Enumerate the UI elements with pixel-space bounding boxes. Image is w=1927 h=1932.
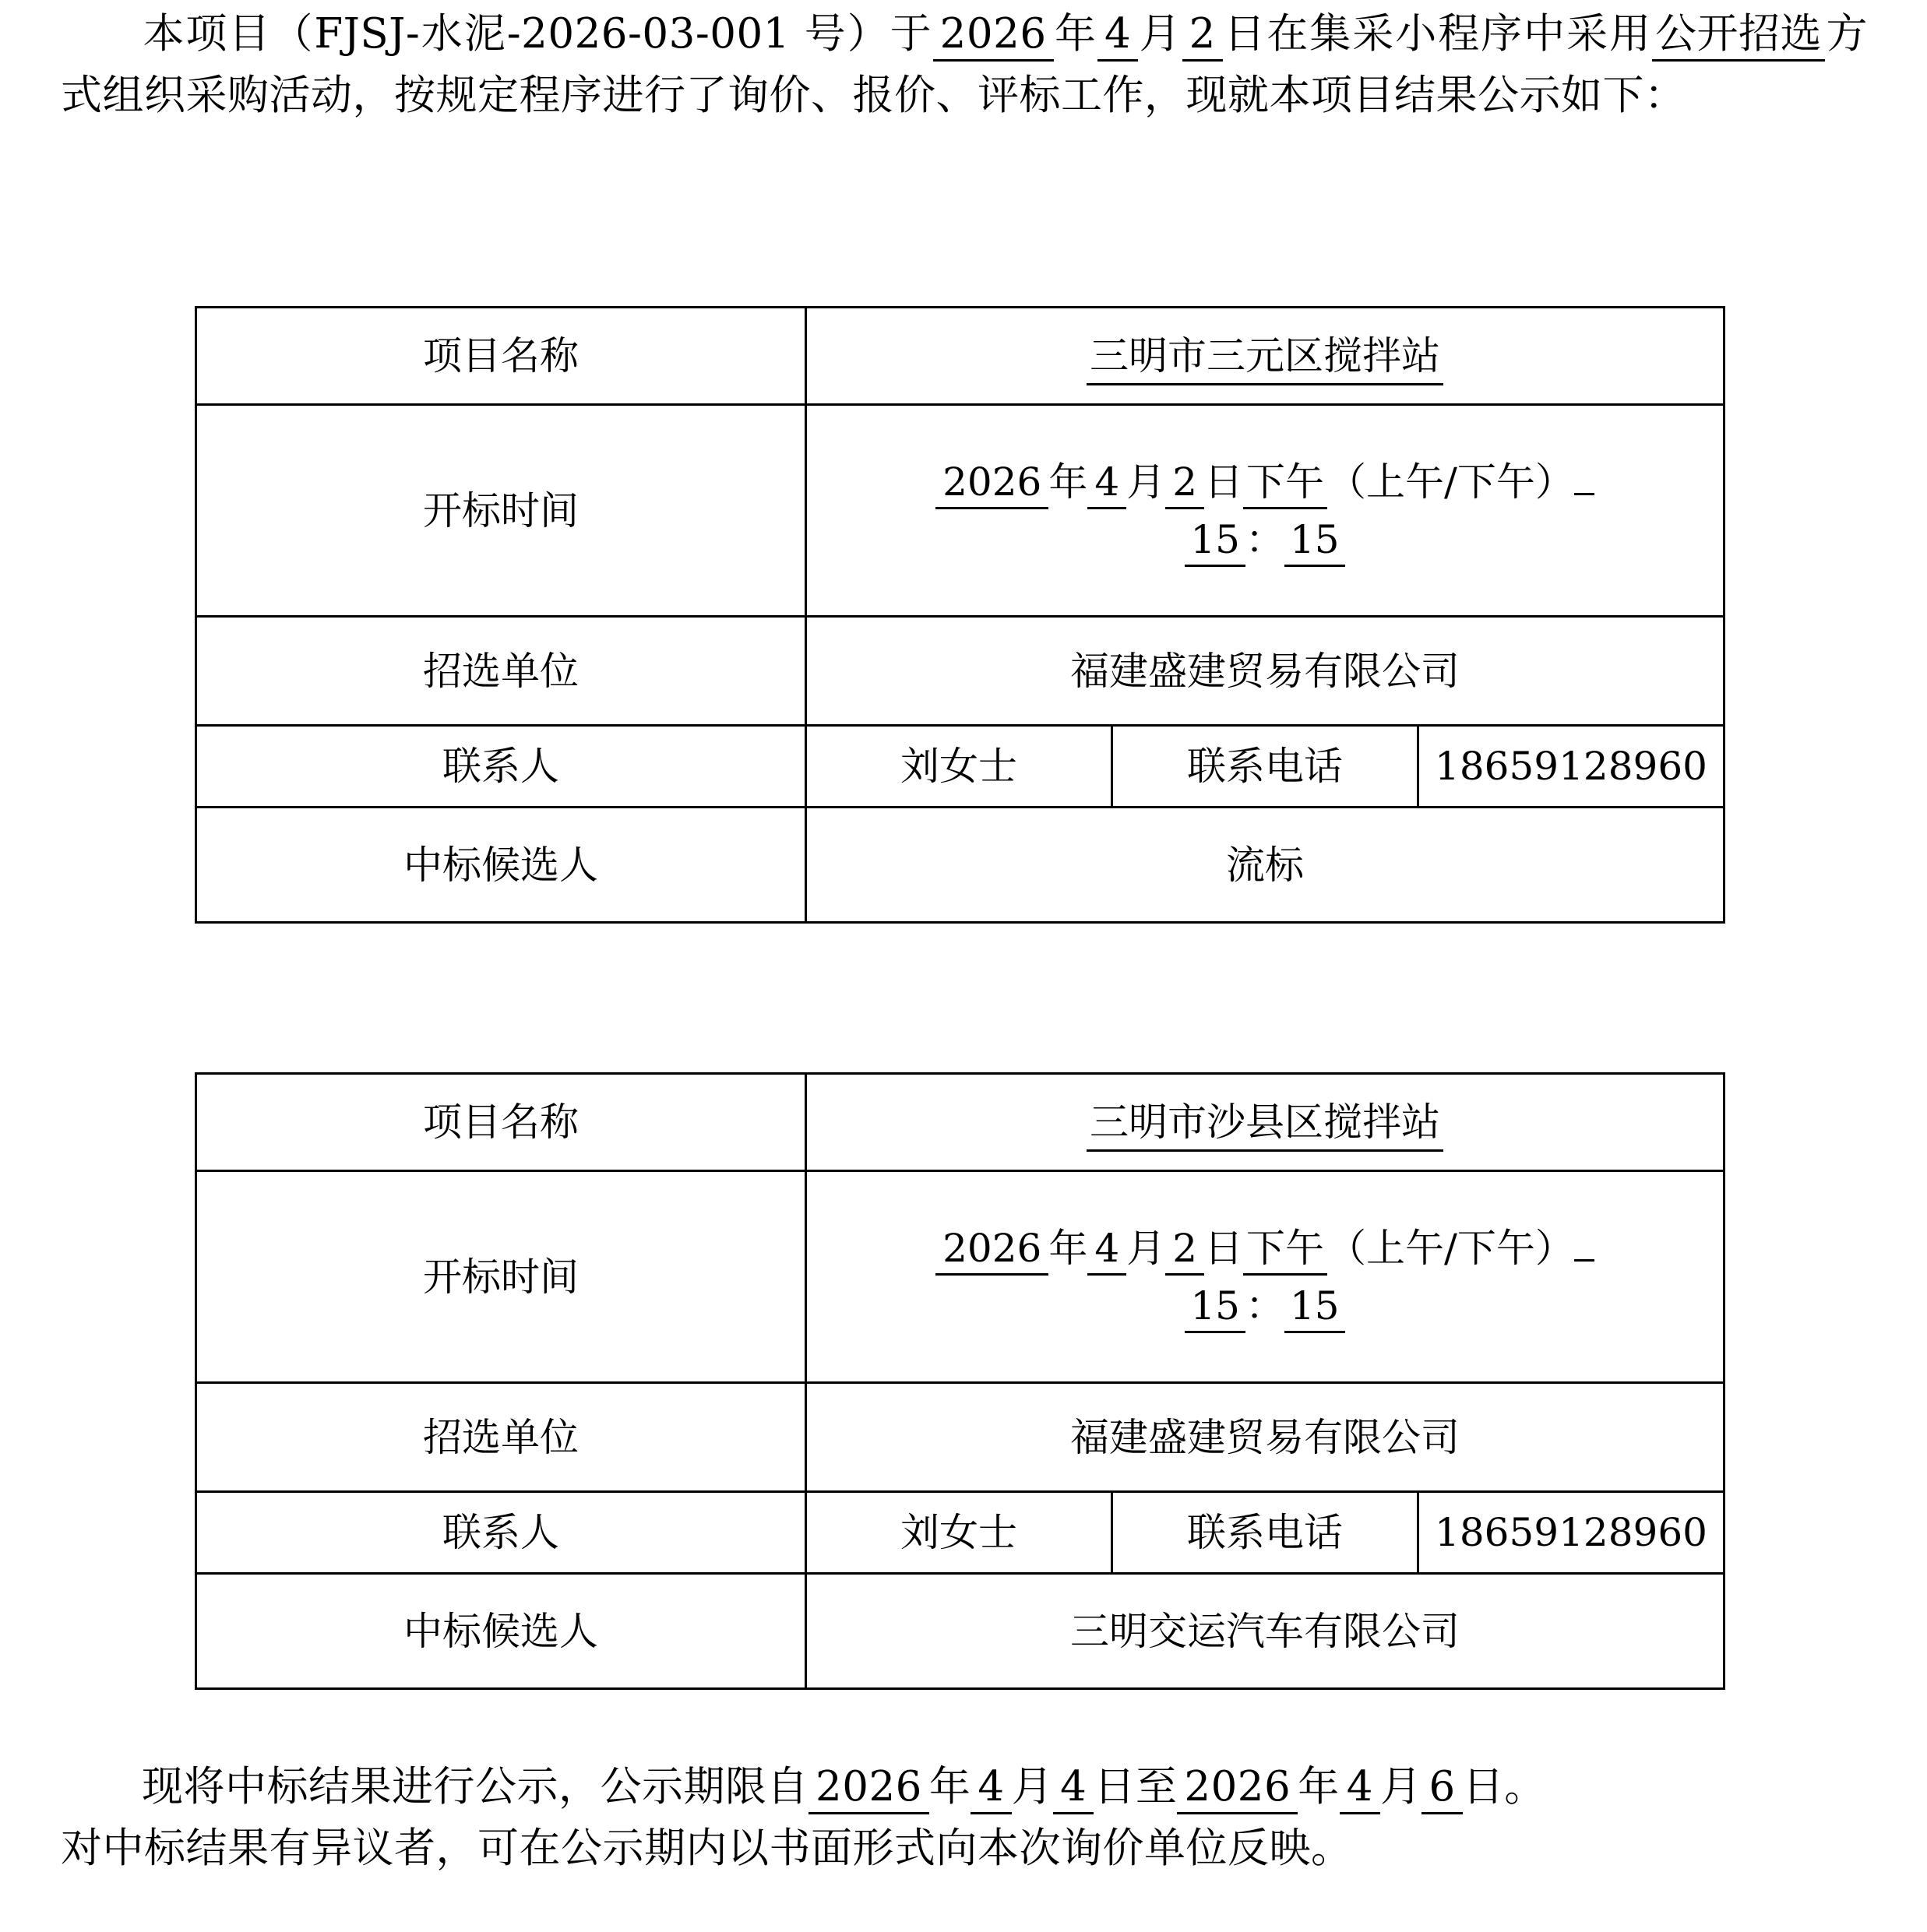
- table-row: [196, 405, 1724, 617]
- outro-paragraph: [61, 1756, 1868, 1879]
- bid-time-year: 2026: [935, 1224, 1048, 1276]
- result-table-2: [195, 1072, 1725, 1690]
- table-row: [196, 1171, 1724, 1383]
- bid-time-date-line: [807, 453, 1723, 511]
- bid-time-hour: 15: [1185, 516, 1245, 567]
- outro-end-year-unit: 年: [1298, 1763, 1340, 1811]
- value-contact-phone: 18659128960: [1418, 1492, 1724, 1574]
- outro-start-year-unit: 年: [928, 1763, 971, 1811]
- project-name-text: 三明市沙县区搅拌站: [1087, 1096, 1443, 1152]
- value-candidate: 三明交运汽车有限公司: [806, 1574, 1724, 1689]
- outro-start-month: 4: [971, 1763, 1011, 1814]
- intro-tail-text: 方式组织采购活动，按规定程序进行了询价、报价、评标工作，现就本项目结果公示如下：: [61, 10, 1869, 119]
- value-tender-unit: 福建盛建贸易有限公司: [806, 617, 1724, 726]
- label-project-name: 项目名称: [196, 1074, 806, 1171]
- value-tender-unit: 福建盛建贸易有限公司: [806, 1383, 1724, 1492]
- outro-mid-text: 日至: [1094, 1763, 1178, 1811]
- outro-end-month: 4: [1340, 1763, 1380, 1814]
- value-project-name: [806, 1074, 1724, 1171]
- value-contact-person: 刘女士: [806, 1492, 1112, 1574]
- intro-day-value: 2: [1182, 10, 1223, 62]
- outro-line2-text: 对中标结果有异议者，可在公示期内以书面形式向本次询价单位反映。: [61, 1825, 1353, 1872]
- intro-year-unit: 年: [1053, 10, 1097, 58]
- outro-end-day: 6: [1421, 1763, 1462, 1814]
- label-project-name: 项目名称: [196, 308, 806, 405]
- outro-end-month-unit: 月: [1379, 1763, 1422, 1811]
- bid-time-ampm-note: （上午/下午）: [1327, 459, 1574, 505]
- label-tender-unit: 招选单位: [196, 617, 806, 726]
- bid-time-day-unit: 日: [1204, 1225, 1243, 1271]
- outro-tail-day-text: 日。: [1462, 1763, 1546, 1811]
- table-row: [196, 1383, 1724, 1492]
- table-row: [196, 808, 1724, 923]
- value-contact-person: 刘女士: [806, 726, 1112, 808]
- outro-start-day: 4: [1053, 1763, 1094, 1814]
- table-row: [196, 1492, 1724, 1574]
- intro-month-unit: 月: [1138, 10, 1182, 58]
- bid-time-month: 4: [1087, 458, 1126, 509]
- bid-time-day: 2: [1165, 458, 1204, 509]
- bid-time-clock-line: [807, 511, 1723, 568]
- bid-time-ampm: 下午: [1243, 1224, 1327, 1276]
- outro-end-year: 2026: [1177, 1763, 1298, 1814]
- table-row: [196, 617, 1724, 726]
- project-name-text: 三明市三元区搅拌站: [1087, 330, 1443, 385]
- label-candidate: 中标候选人: [196, 808, 806, 923]
- outro-start-year: 2026: [808, 1763, 929, 1814]
- table-row: [196, 726, 1724, 808]
- bid-time-ampm: 下午: [1243, 458, 1327, 509]
- bid-time-trailing-blank: [1574, 493, 1594, 495]
- intro-method-value: 公开招选: [1652, 10, 1825, 62]
- bid-time-colon: ：: [1245, 1283, 1284, 1328]
- value-bid-open-time: [806, 405, 1724, 617]
- bid-time-date-line: [807, 1219, 1723, 1277]
- bid-time-year-unit: 年: [1048, 1225, 1088, 1271]
- intro-month-value: 4: [1097, 10, 1138, 62]
- intro-day-unit-text: 日在集采小程序中采用: [1222, 10, 1653, 58]
- intro-lead-text: 本项目（FJSJ-水泥-2026-03-001 号）于: [142, 10, 933, 58]
- bid-time-day: 2: [1165, 1224, 1204, 1276]
- bid-time-year: 2026: [935, 458, 1048, 509]
- bid-time-trailing-blank: [1574, 1259, 1594, 1262]
- label-bid-open-time: 开标时间: [196, 405, 806, 617]
- label-contact-person: 联系人: [196, 1492, 806, 1574]
- bid-time-colon: ：: [1245, 516, 1284, 562]
- table-row: [196, 1074, 1724, 1171]
- table-row: [196, 1574, 1724, 1689]
- bid-time-month: 4: [1087, 1224, 1126, 1276]
- value-candidate: 流标: [806, 808, 1724, 923]
- value-contact-phone: 18659128960: [1418, 726, 1724, 808]
- bid-time-year-unit: 年: [1048, 459, 1088, 505]
- value-project-name: [806, 308, 1724, 405]
- bid-time-month-unit: 月: [1126, 1225, 1166, 1271]
- label-contact-person: 联系人: [196, 726, 806, 808]
- intro-year-value: 2026: [933, 10, 1054, 62]
- intro-paragraph: [61, 3, 1868, 126]
- bid-time-minute: 15: [1284, 516, 1345, 567]
- bid-time-minute: 15: [1284, 1282, 1345, 1333]
- bid-time-hour: 15: [1185, 1282, 1245, 1333]
- label-contact-phone: 联系电话: [1112, 726, 1418, 808]
- result-table-1: [195, 306, 1725, 924]
- outro-lead-text: 现将中标结果进行公示，公示期限自: [142, 1763, 808, 1811]
- label-bid-open-time: 开标时间: [196, 1171, 806, 1383]
- table-row: [196, 308, 1724, 405]
- value-bid-open-time: [806, 1171, 1724, 1383]
- label-candidate: 中标候选人: [196, 1574, 806, 1689]
- label-contact-phone: 联系电话: [1112, 1492, 1418, 1574]
- label-tender-unit: 招选单位: [196, 1383, 806, 1492]
- bid-time-day-unit: 日: [1204, 459, 1243, 505]
- outro-start-month-unit: 月: [1011, 1763, 1054, 1811]
- bid-time-clock-line: [807, 1277, 1723, 1335]
- bid-time-month-unit: 月: [1126, 459, 1166, 505]
- bid-time-ampm-note: （上午/下午）: [1327, 1225, 1574, 1271]
